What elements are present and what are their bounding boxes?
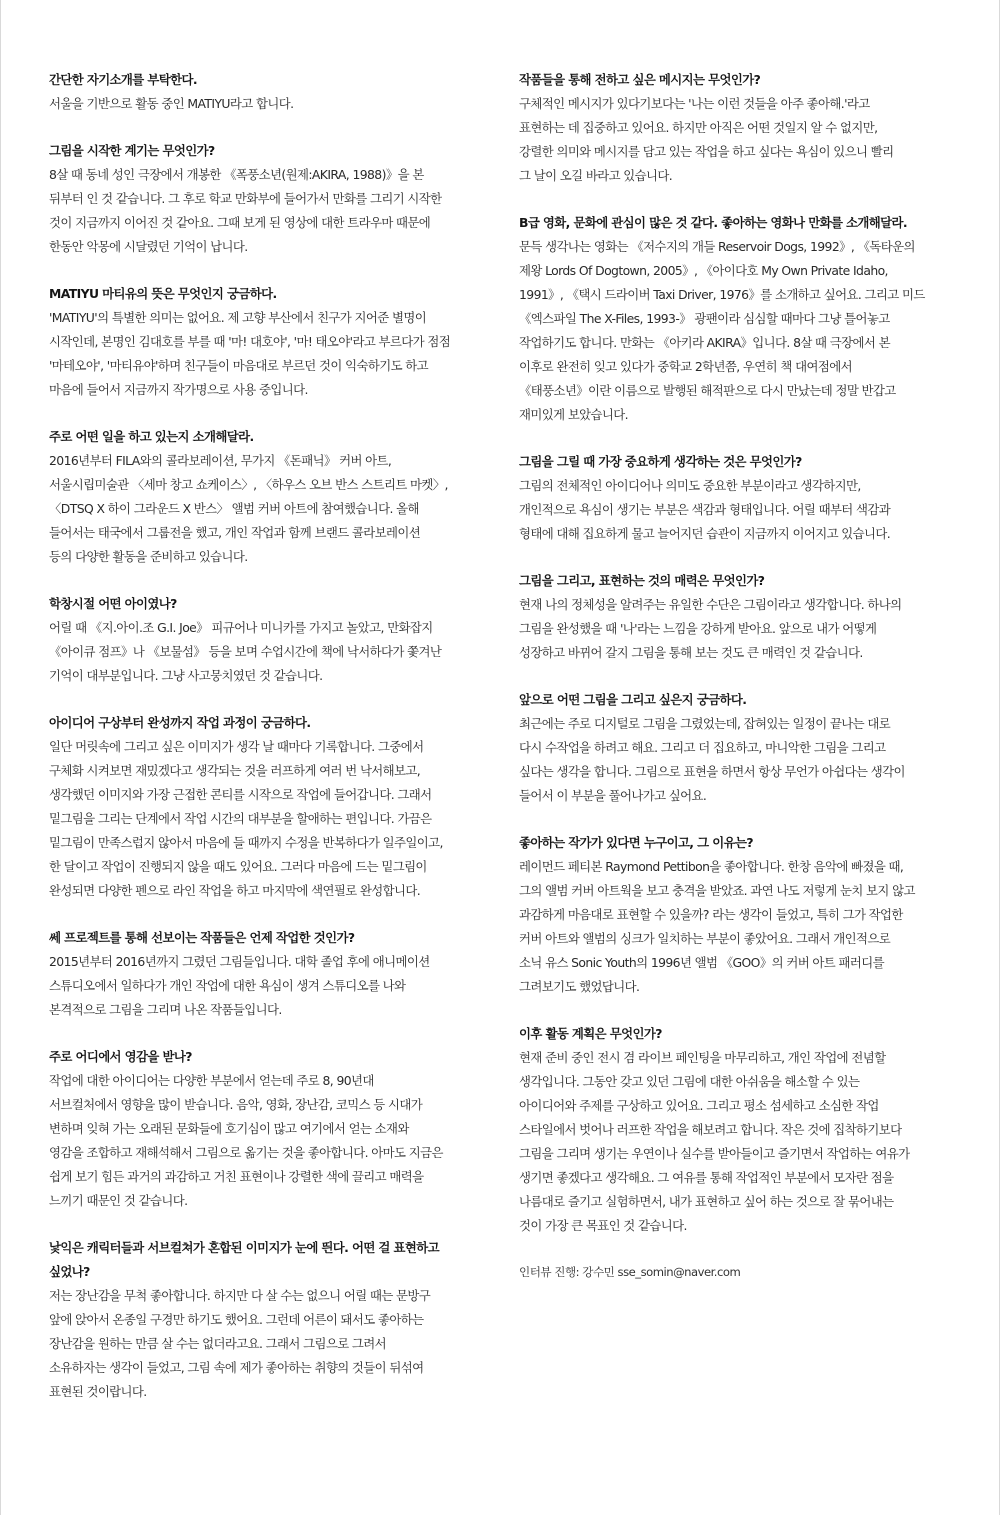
answer-text — [519, 1046, 959, 1238]
answer-line: 쉽게 보기 힘든 과거의 과감하고 거친 표현이나 강렬한 색에 끌리고 매력을 — [49, 1169, 424, 1184]
answer-line: 소유하자는 생각이 들었고, 그림 속에 제가 좋아하는 취향의 것들이 뒤섞여 — [49, 1360, 424, 1375]
question-heading — [519, 68, 959, 92]
answer-line: 표현하는 데 집중하고 있어요. 하지만 아직은 어떤 것일지 알 수 없지만, — [519, 120, 878, 135]
question-heading — [49, 68, 489, 92]
answer-line: 2015년부터 2016년까지 그렸던 그림들입니다. 대학 졸업 후에 애니메이션 — [49, 954, 430, 969]
qa-block — [49, 139, 489, 259]
answer-line: 최근에는 주로 디지털로 그림을 그렸었는데, 잡혀있는 일정이 끝나는 대로 — [519, 716, 891, 731]
answer-line: 《태풍소년》이란 이름으로 발행된 해적판으로 다시 만났는데 정말 반갑고 — [519, 383, 896, 398]
answer-line: 본격적으로 그림을 그리며 나온 작품들입니다. — [49, 1002, 282, 1017]
answer-line: 구체적인 메시지가 있다기보다는 '나는 이런 것들을 아주 좋아해.'라고 — [519, 96, 870, 111]
answer-line: 서브컬처에서 영향을 많이 받습니다. 음악, 영화, 장난감, 코믹스 등 시대가 — [49, 1097, 423, 1112]
answer-line: 작업하기도 합니다. 만화는 《아키라 AKIRA》입니다. 8살 때 극장에서 본 — [519, 335, 890, 350]
answer-line: 한 달이고 작업이 진행되지 않을 때도 있어요. 그러다 마음에 드는 밑그림이 — [49, 859, 427, 874]
answer-line: 2016년부터 FILA와의 콜라보레이션, 무가지 《돈패닉》 커버 아트, — [49, 453, 392, 468]
answer-line: 성장하고 바뀌어 갈지 그림을 통해 보는 것도 큰 매력인 것 같습니다. — [519, 645, 863, 660]
question-heading — [49, 1236, 489, 1284]
answer-line: 앞에 앉아서 온종일 구경만 하기도 했어요. 그런데 어른이 돼서도 좋아하는 — [49, 1312, 424, 1327]
answer-line: 스타일에서 벗어나 러프한 작업을 해보려고 합니다. 작은 것에 집착하기보다 — [519, 1122, 902, 1137]
answer-text — [519, 474, 959, 546]
qa-block — [519, 450, 959, 546]
qa-block — [49, 711, 489, 903]
qa-block — [49, 592, 489, 688]
qa-block — [519, 1022, 959, 1238]
interview-credit: 인터뷰 진행: 강수민 sse_somin@naver.com — [519, 1265, 741, 1279]
answer-line: 어릴 때 《지.아이.조 G.I. Joe》 피규어나 미니카를 가지고 놀았고, 만화잡지 — [49, 620, 433, 635]
answer-text — [519, 855, 959, 999]
question-heading — [519, 831, 959, 855]
answer-line: 생기면 좋겠다고 생각해요. 그 여유를 통해 작업적인 부분에서 모자란 점을 — [519, 1170, 894, 1185]
answer-line: '마테오야', '마티유야'하며 친구들이 마음대로 부르던 것이 익숙하기도 하고 — [49, 358, 429, 373]
question-line: 주로 어떤 일을 하고 있는지 소개해달라. — [49, 429, 254, 444]
answer-line: 그 날이 오길 바라고 있습니다. — [519, 168, 673, 183]
answer-line: 변하며 잊혀 가는 오래된 문화들에 호기심이 많고 여기에서 얻는 소재와 — [49, 1121, 409, 1136]
question-heading — [49, 282, 489, 306]
answer-line: 재미있게 보았습니다. — [519, 407, 629, 422]
right-column — [519, 68, 959, 1295]
question-line: 그림을 그리고, 표현하는 것의 매력은 무엇인가? — [519, 573, 765, 588]
answer-text — [49, 449, 489, 569]
answer-line: 싶다는 생각을 합니다. 그림으로 표현을 하면서 항상 무언가 아쉽다는 생각이 — [519, 764, 905, 779]
right-qa-list — [519, 68, 959, 1238]
question-line: 아이디어 구상부터 완성까지 작업 과정이 궁금하다. — [49, 715, 311, 730]
answer-line: 현재 준비 중인 전시 겸 라이브 페인팅을 마무리하고, 개인 작업에 전념할 — [519, 1050, 886, 1065]
qa-block — [49, 1045, 489, 1213]
qa-block — [519, 68, 959, 188]
answer-line: 그림의 전체적인 아이디어나 의미도 중요한 부분이라고 생각하지만, — [519, 478, 861, 493]
answer-line: 아이디어와 주제를 구상하고 있어요. 그리고 평소 섬세하고 소심한 작업 — [519, 1098, 879, 1113]
answer-line: 저는 장난감을 무척 좋아합니다. 하지만 다 살 수는 없으니 어릴 때는 문방구 — [49, 1288, 431, 1303]
answer-line: 스튜디오에서 일하다가 개인 작업에 대한 욕심이 생겨 스튜디오를 나와 — [49, 978, 406, 993]
question-heading — [519, 569, 959, 593]
answer-line: 8살 때 동네 성인 극장에서 개봉한 《폭풍소년(원제:AKIRA, 1988)》을 본 — [49, 167, 424, 182]
answer-line: 현재 나의 정체성을 알려주는 유일한 수단은 그림이라고 생각합니다. 하나의 — [519, 597, 902, 612]
answer-line: 《아이큐 점프》나 《보물섬》 등을 보며 수업시간에 책에 낙서하다가 쫓겨난 — [49, 644, 442, 659]
qa-block — [49, 425, 489, 569]
answer-line: 1991》, 《택시 드라이버 Taxi Driver, 1976》를 소개하고 싶어요. 그리고 미드 — [519, 287, 925, 302]
answer-line: 생각했던 이미지와 가장 근접한 콘티를 시작으로 작업에 들어갑니다. 그래서 — [49, 787, 432, 802]
answer-line: 개인적으로 욕심이 생기는 부분은 색감과 형태입니다. 어릴 때부터 색감과 — [519, 502, 891, 517]
answer-line: 한동안 악몽에 시달렸던 기억이 납니다. — [49, 239, 248, 254]
answer-text — [49, 306, 489, 402]
question-heading — [49, 711, 489, 735]
question-line: B급 영화, 문화에 관심이 많은 것 같다. 좋아하는 영화나 만화를 소개해달라. — [519, 215, 908, 230]
answer-line: 〈DTSQ X 하이 그라운드 X 반스〉 앨범 커버 아트에 참여했습니다. 올해 — [49, 501, 419, 516]
answer-line: 레이먼드 페티본 Raymond Pettibon을 좋아합니다. 한창 음악에 빠졌을 때, — [519, 859, 904, 874]
answer-text — [519, 593, 959, 665]
question-line: 학창시절 어떤 아이였나? — [49, 596, 177, 611]
qa-block — [49, 1236, 489, 1404]
answer-line: 생각입니다. 그동안 갖고 있던 그림에 대한 아쉬움을 해소할 수 있는 — [519, 1074, 860, 1089]
answer-line: 느끼기 때문인 것 같습니다. — [49, 1193, 188, 1208]
question-line: 싶었나? — [49, 1264, 90, 1279]
answer-line: 서울을 기반으로 활동 중인 MATIYU라고 합니다. — [49, 96, 294, 111]
answer-text — [519, 92, 959, 188]
answer-line: 강렬한 의미와 메시지를 담고 있는 작업을 하고 싶다는 욕심이 있으니 빨리 — [519, 144, 894, 159]
qa-block — [519, 211, 959, 427]
question-line: 주로 어디에서 영감을 받나? — [49, 1049, 192, 1064]
answer-line: 'MATIYU'의 특별한 의미는 없어요. 제 고향 부산에서 친구가 지어준 별명이 — [49, 310, 427, 325]
question-line: 작품들을 통해 전하고 싶은 메시지는 무엇인가? — [519, 72, 761, 87]
answer-text — [49, 1069, 489, 1213]
answer-line: 기억이 대부분입니다. 그냥 사고뭉치였던 것 같습니다. — [49, 668, 323, 683]
question-line: 그림을 그릴 때 가장 중요하게 생각하는 것은 무엇인가? — [519, 454, 802, 469]
question-heading — [519, 688, 959, 712]
answer-line: 영감을 조합하고 재해석해서 그림으로 옮기는 것을 좋아합니다. 아마도 지금은 — [49, 1145, 443, 1160]
answer-line: 그려보기도 했었답니다. — [519, 979, 640, 994]
answer-line: 그의 앨범 커버 아트웍을 보고 충격을 받았죠. 과연 나도 저렇게 눈치 보지 않고 — [519, 883, 915, 898]
question-line: MATIYU 마티유의 뜻은 무엇인지 궁금하다. — [49, 286, 277, 301]
answer-line: 완성되면 다양한 펜으로 라인 작업을 하고 마지막에 색연필로 완성합니다. — [49, 883, 421, 898]
answer-line: 그림을 완성했을 때 '나'라는 느낌을 강하게 받아요. 앞으로 내가 어떻게 — [519, 621, 877, 636]
answer-line: 뒤부터 인 것 같습니다. 그 후로 학교 만화부에 들어가서 만화를 그리기 시작한 — [49, 191, 442, 206]
answer-line: 것이 지금까지 이어진 것 같아요. 그때 보게 된 영상에 대한 트라우마 때문에 — [49, 215, 431, 230]
answer-text — [49, 1284, 489, 1404]
qa-block — [519, 688, 959, 808]
question-line: 좋아하는 작가가 있다면 누구이고, 그 이유는? — [519, 835, 753, 850]
answer-line: 들어서 이 부분을 풀어나가고 싶어요. — [519, 788, 707, 803]
answer-line: 형태에 대해 집요하게 물고 늘어지던 습관이 지금까지 이어지고 있습니다. — [519, 526, 891, 541]
question-line: 그림을 시작한 계기는 무엇인가? — [49, 143, 215, 158]
answer-line: 마음에 들어서 지금까지 작가명으로 사용 중입니다. — [49, 382, 308, 397]
qa-block — [519, 569, 959, 665]
question-line: 이후 활동 계획은 무엇인가? — [519, 1026, 662, 1041]
question-heading — [519, 211, 959, 235]
question-line: 쎄 프로젝트를 통해 선보이는 작품들은 언제 작업한 것인가? — [49, 930, 355, 945]
answer-line: 과감하게 마음대로 표현할 수 있을까? 라는 생각이 들었고, 특히 그가 작업한 — [519, 907, 903, 922]
answer-line: 나름대로 즐기고 실험하면서, 내가 표현하고 싶어 하는 것으로 잘 묶어내는 — [519, 1194, 894, 1209]
answer-text — [49, 735, 489, 903]
left-column — [49, 68, 489, 1427]
answer-text — [49, 616, 489, 688]
answer-line: 문득 생각나는 영화는 《저수지의 개들 Reservoir Dogs, 1992》, 《독타운의 — [519, 239, 915, 254]
question-heading — [49, 1045, 489, 1069]
answer-line: 표현된 것이랍니다. — [49, 1384, 147, 1399]
answer-line: 일단 머릿속에 그리고 싶은 이미지가 생각 날 때마다 기록합니다. 그중에서 — [49, 739, 424, 754]
answer-line: 장난감을 원하는 만큼 살 수는 없더라고요. 그래서 그림으로 그려서 — [49, 1336, 387, 1351]
answer-line: 그림을 그리며 생기는 우연이나 실수를 받아들이고 즐기면서 작업하는 여유가 — [519, 1146, 910, 1161]
answer-line: 밑그림을 그리는 단계에서 작업 시간의 대부분을 할애하는 편입니다. 가끔은 — [49, 811, 432, 826]
question-heading — [49, 139, 489, 163]
question-heading — [49, 592, 489, 616]
answer-line: 커버 아트와 앨범의 싱크가 일치하는 부분이 좋았어요. 그래서 개인적으로 — [519, 931, 891, 946]
question-heading — [49, 425, 489, 449]
answer-line: 이후로 완전히 잊고 있다가 중학교 2학년쯤, 우연히 책 대여점에서 — [519, 359, 852, 374]
question-line: 간단한 자기소개를 부탁한다. — [49, 72, 197, 87]
answer-line: 서울시립미술관 〈세마 창고 쇼케이스〉, 〈하우스 오브 반스 스트리트 마켓〉, — [49, 477, 448, 492]
answer-text — [49, 950, 489, 1022]
answer-line: 것이 가장 큰 목표인 것 같습니다. — [519, 1218, 687, 1233]
answer-line: 등의 다양한 활동을 준비하고 있습니다. — [49, 549, 248, 564]
answer-line: 밑그림이 만족스럽지 않아서 마음에 들 때까지 수정을 반복하다가 일주일이고, — [49, 835, 443, 850]
answer-line: 《엑스파일 The X-Files, 1993-》 광팬이라 심심할 때마다 그냥 틀어놓고 — [519, 311, 890, 326]
answer-line: 구체화 시켜보면 재밌겠다고 생각되는 것을 러프하게 여러 번 낙서해보고, — [49, 763, 421, 778]
answer-line: 다시 수작업을 하려고 해요. 그리고 더 집요하고, 마니악한 그림을 그리고 — [519, 740, 886, 755]
answer-text — [49, 92, 489, 116]
answer-line: 들어서는 태국에서 그룹전을 했고, 개인 작업과 함께 브랜드 콜라보레이션 — [49, 525, 421, 540]
qa-block — [49, 282, 489, 402]
question-line: 낯익은 캐릭터들과 서브컬쳐가 혼합된 이미지가 눈에 띈다. 어떤 걸 표현하고 — [49, 1240, 439, 1255]
question-line: 앞으로 어떤 그림을 그리고 싶은지 궁금하다. — [519, 692, 747, 707]
answer-line: 작업에 대한 아이디어는 다양한 부분에서 얻는데 주로 8, 90년대 — [49, 1073, 374, 1088]
answer-line: 제왕 Lords Of Dogtown, 2005》, 《아이다호 My Own Private Idaho, — [519, 263, 888, 278]
qa-block — [519, 831, 959, 999]
answer-text — [49, 163, 489, 259]
answer-line: 소닉 유스 Sonic Youth의 1996년 앨범 《GOO》의 커버 아트 패러디를 — [519, 955, 884, 970]
answer-text — [519, 235, 959, 427]
qa-block — [49, 926, 489, 1022]
question-heading — [49, 926, 489, 950]
qa-block — [49, 68, 489, 116]
question-heading — [519, 1022, 959, 1046]
answer-line: 시작인데, 본명인 김대호를 부를 때 '마! 대호야', '마! 태오야'라고 부르다가 점점 — [49, 334, 451, 349]
question-heading — [519, 450, 959, 474]
answer-text — [519, 712, 959, 808]
